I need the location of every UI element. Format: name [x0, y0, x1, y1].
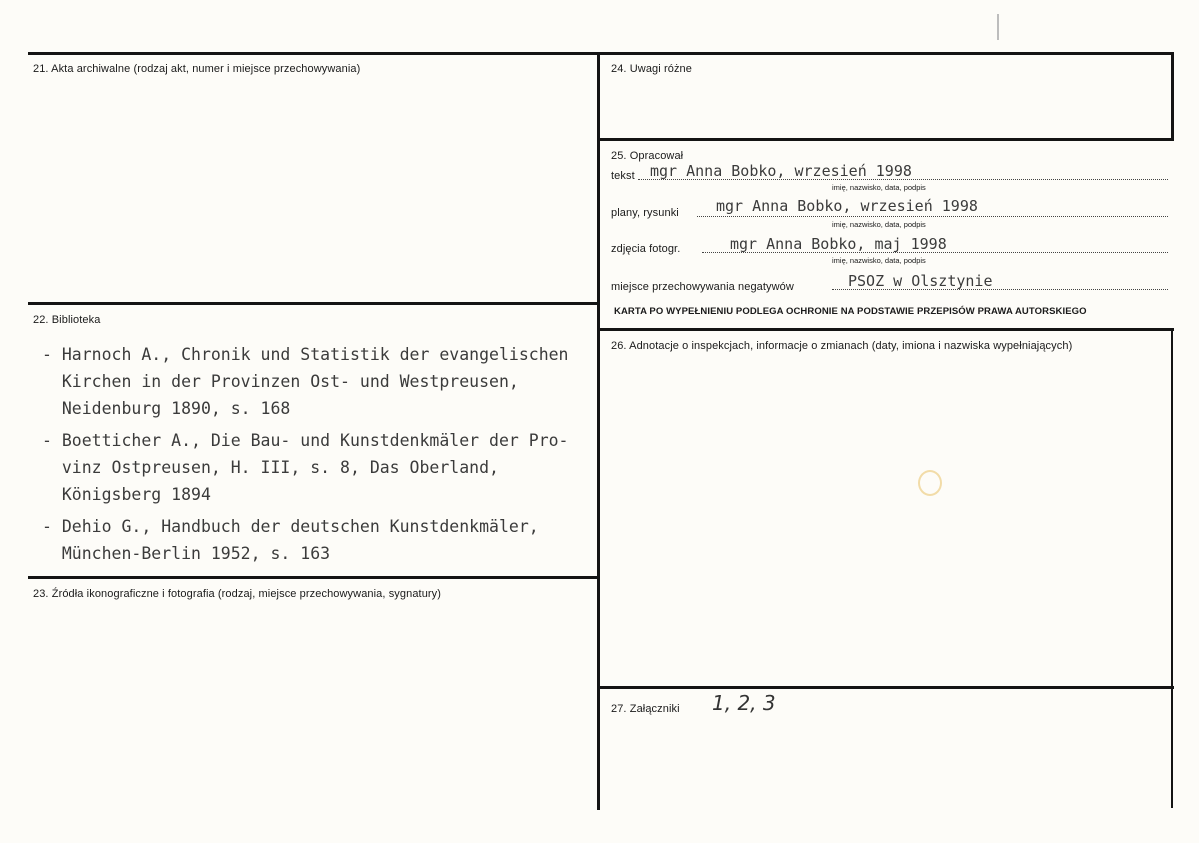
bib-entry-3-line-1: - Dehio G., Handbuch der deutschen Kunstdenkmäler,: [42, 517, 539, 536]
plany-value: mgr Anna Bobko, wrzesień 1998: [716, 197, 978, 215]
plany-label: plany, rysunki: [611, 207, 679, 219]
rule-26-27: [600, 686, 1174, 689]
section-25-label: 25. Opracował: [611, 150, 684, 162]
section-21-label: 21. Akta archiwalne (rodzaj akt, numer i miejsce przechowywania): [33, 63, 361, 75]
section-27-label: 27. Załączniki: [611, 703, 680, 715]
section-23-label: 23. Źródła ikonograficzne i fotografia (rodzaj, miejsce przechowywania, sygnatury): [33, 588, 442, 600]
bib-entry-2-line-2: vinz Ostpreusen, H. III, s. 8, Das Oberland,: [42, 458, 499, 477]
bibliography-list: [42, 341, 569, 567]
bib-entry-1-line-3: Neidenburg 1890, s. 168: [42, 399, 291, 418]
zdjecia-hint: imię, nazwisko, data, podpis: [832, 256, 926, 265]
section-24-label: 24. Uwagi różne: [611, 63, 692, 75]
rule-21-22: [28, 302, 600, 305]
rule-24-25: [600, 138, 1174, 141]
section-22-label: 22. Biblioteka: [33, 314, 101, 326]
scan-mark: [997, 14, 999, 40]
tekst-hint: imię, nazwisko, data, podpis: [832, 183, 926, 192]
negatywy-label: miejsce przechowywania negatywów: [611, 281, 794, 293]
stain-mark: [918, 470, 942, 496]
section-26-label: 26. Adnotacje o inspekcjach, informacje o zmianach (daty, imiona i nazwiska wypełniających): [611, 340, 1073, 352]
right-border: [1171, 52, 1174, 140]
tekst-label: tekst: [611, 170, 635, 182]
bib-entry-2-line-3: Königsberg 1894: [42, 485, 211, 504]
tekst-value: mgr Anna Bobko, wrzesień 1998: [650, 162, 912, 180]
bib-entry-2: [42, 427, 569, 508]
bib-entry-3: [42, 513, 569, 567]
bib-entry-1: [42, 341, 569, 422]
rule-22-23: [28, 576, 600, 579]
right-border-lower: [1171, 330, 1173, 808]
rule-25-26: [600, 328, 1174, 331]
attachments-value: 1, 2, 3: [712, 691, 776, 715]
negatywy-value: PSOZ w Olsztynie: [848, 272, 993, 290]
bib-entry-1-line-2: Kirchen in der Provinzen Ost- und Westpreusen,: [42, 372, 519, 391]
plany-hint: imię, nazwisko, data, podpis: [832, 220, 926, 229]
zdjecia-value: mgr Anna Bobko, maj 1998: [730, 235, 947, 253]
bib-entry-1-line-1: - Harnoch A., Chronik und Statistik der evangelischen: [42, 345, 569, 364]
plany-fill-line: [697, 216, 1168, 217]
center-divider: [597, 52, 600, 810]
bib-entry-3-line-2: München-Berlin 1952, s. 163: [42, 544, 331, 563]
top-rule: [28, 52, 1174, 55]
zdjecia-label: zdjęcia fotogr.: [611, 243, 681, 255]
bib-entry-2-line-1: - Boetticher A., Die Bau- und Kunstdenkmäler der Pro-: [42, 431, 569, 450]
copyright-notice: KARTA PO WYPEŁNIENIU PODLEGA OCHRONIE NA PODSTAWIE PRZEPISÓW PRAWA AUTORSKIEGO: [614, 306, 1087, 317]
